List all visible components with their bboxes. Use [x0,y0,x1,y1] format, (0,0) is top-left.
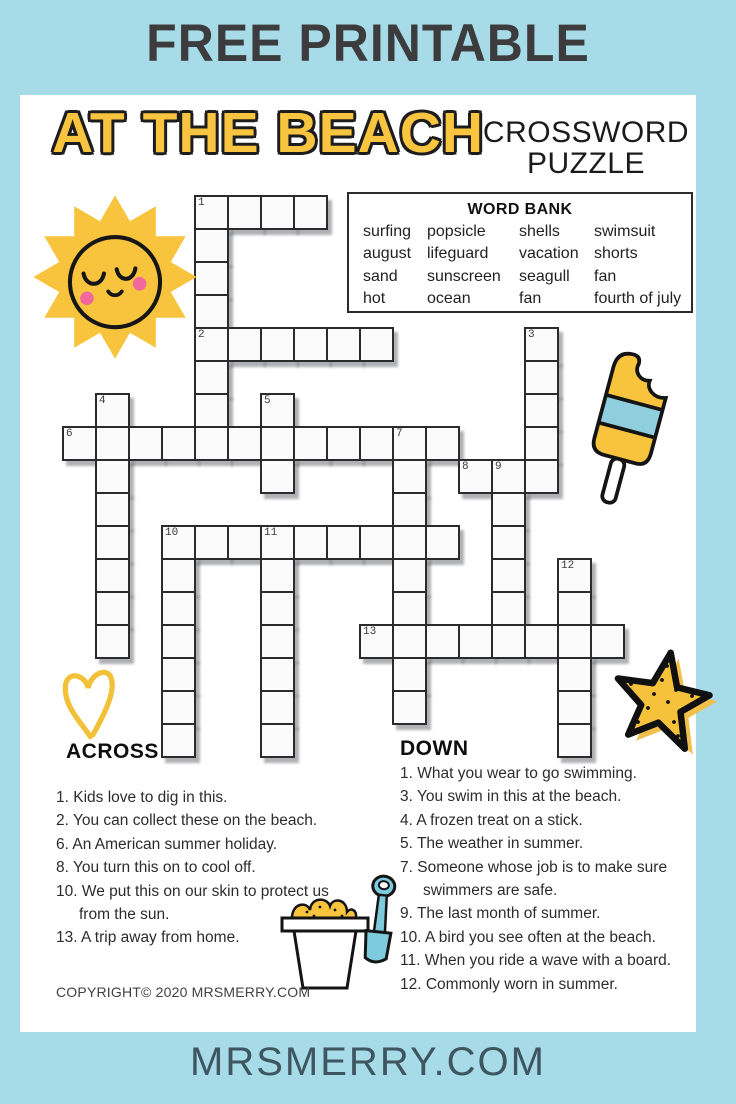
footer-site-text: MRSMERRY.COM [190,1040,546,1084]
grid-cell [95,624,130,659]
word-bank-word: hot [363,290,386,308]
word-bank-word: seagull [519,267,570,285]
grid-cell-number: 7 [396,428,403,440]
grid-cell-number: 8 [462,461,469,473]
grid-cell [194,525,229,560]
word-bank [347,192,693,313]
word-bank-columns [349,221,691,311]
grid-cell [260,558,295,593]
grid-cell [557,624,592,659]
word-bank-word: sunscreen [427,267,501,285]
worksheet-title: AT THE BEACH [52,101,485,165]
across-clue: 6. An American summer holiday. [56,835,278,853]
grid-cell [491,492,526,527]
grid-cell [293,525,328,560]
grid-cell [161,690,196,725]
grid-cell [260,690,295,725]
grid-cell [161,624,196,659]
down-clue-list [400,762,704,996]
grid-cell [491,624,526,659]
starfish-icon [604,644,728,768]
word-bank-column [519,221,594,311]
grid-cell [392,657,427,692]
grid-cell [524,426,559,461]
grid-cell-number: 13 [363,626,377,638]
across-heading: ACROSS [66,740,159,763]
grid-cell [557,591,592,626]
grid-cell-number: 9 [495,461,502,473]
grid-cell [491,558,526,593]
grid-cell [293,426,328,461]
down-clue: 7. Someone whose job is to make sure swimmers are safe. [400,858,668,900]
grid-cell [491,459,526,494]
grid-cell-number: 3 [528,329,535,341]
grid-cell [95,558,130,593]
grid-cell [161,591,196,626]
grid-cell [227,327,262,362]
grid-cell [524,459,559,494]
grid-cell [557,690,592,725]
grid-cell [260,327,295,362]
word-bank-word: surfing [363,223,412,240]
grid-cell [260,591,295,626]
grid-cell [326,525,361,560]
down-heading: DOWN [400,737,469,760]
grid-cell [194,426,229,461]
grid-cell [425,624,460,659]
grid-cell [392,492,427,527]
grid-cell [293,327,328,362]
grid-cell [227,525,262,560]
grid-cell [260,459,295,494]
grid-cell-number: 1 [198,197,205,209]
grid-cell-number: 11 [264,527,278,539]
word-bank-word: august [363,245,412,263]
grid-cell [392,690,427,725]
grid-cell [161,657,196,692]
grid-cell [62,426,97,461]
grid-cell [557,723,592,758]
down-clue: 11. When you ride a wave with a board. [400,952,672,970]
copyright-text: COPYRIGHT© 2020 MRSMERRY.COM [56,984,311,1000]
grid-cell [425,525,460,560]
grid-cell [359,624,394,659]
grid-cell [95,393,130,428]
heart-icon [55,662,133,748]
grid-cell [95,591,130,626]
sun-icon [30,192,200,362]
grid-cell [161,525,196,560]
grid-cell [260,723,295,758]
grid-cell [293,195,328,230]
word-bank-word: sand [363,267,398,285]
word-bank-column [594,221,681,311]
down-clue: 12. Commonly worn in summer. [400,975,618,993]
grid-cell [557,558,592,593]
grid-cell [95,525,130,560]
word-bank-word: swimsuit [594,223,656,240]
page-title: FREE PRINTABLE [146,13,590,73]
across-clue: 1. Kids love to dig in this. [56,789,228,806]
across-clue: 8. You turn this on to cool off. [56,859,256,877]
grid-cell [260,624,295,659]
grid-cell [194,393,229,428]
word-bank-word: shorts [594,245,638,263]
grid-cell [425,426,460,461]
grid-cell [491,525,526,560]
grid-cell [392,558,427,593]
grid-cell [95,492,130,527]
grid-cell [524,393,559,428]
across-clue: 13. A trip away from home. [56,929,240,947]
grid-cell [524,360,559,395]
grid-cell [326,327,361,362]
grid-cell [524,327,559,362]
down-clue: 10. A bird you see often at the beach. [400,928,656,946]
grid-cell [227,195,262,230]
grid-cell [557,657,592,692]
grid-cell [458,624,493,659]
grid-cell [392,624,427,659]
grid-cell [392,525,427,560]
grid-cell [161,558,196,593]
grid-cell-number: 10 [165,527,179,539]
word-bank-word: popsicle [427,223,486,240]
grid-cell [392,426,427,461]
word-bank-word: fourth of july [594,290,682,308]
word-bank-column [427,221,519,311]
subtitle-line-2: PUZZLE [526,147,646,180]
grid-cell [194,360,229,395]
grid-cell [491,591,526,626]
grid-cell-number: 5 [264,395,271,407]
down-clue: 5. The weather in summer. [400,835,584,853]
grid-cell [95,426,130,461]
word-bank-column [363,221,427,311]
word-bank-word: lifeguard [427,245,489,263]
grid-cell [524,624,559,659]
subtitle-line-1: CROSSWORD [482,116,690,149]
grid-cell [227,426,262,461]
grid-cell [260,426,295,461]
grid-cell-number: 6 [66,428,73,440]
word-bank-word: fan [519,290,542,308]
down-clue: 1. What you wear to go swimming. [400,765,637,782]
grid-cell [458,459,493,494]
grid-cell-number: 2 [198,329,205,341]
grid-cell [95,459,130,494]
grid-cell [161,426,196,461]
word-bank-word: vacation [519,245,579,263]
across-clue: 2. You can collect these on the beach. [56,812,318,830]
down-clue: 9. The last month of summer. [400,905,601,923]
grid-cell [326,426,361,461]
word-bank-word: ocean [427,290,471,308]
worksheet-subtitle [482,117,690,179]
word-bank-word: shells [519,223,560,240]
down-clue: 4. A frozen treat on a stick. [400,811,583,829]
grid-cell [359,327,394,362]
grid-cell [359,426,394,461]
word-bank-title: WORD BANK [467,201,573,218]
grid-cell [260,195,295,230]
grid-cell-number: 12 [561,560,575,572]
grid-cell [392,591,427,626]
grid-cell [260,525,295,560]
across-clue-list [56,786,352,950]
word-bank-word: fan [594,267,617,285]
grid-cell [161,723,196,758]
grid-cell [128,426,163,461]
grid-cell [260,657,295,692]
across-clue: 10. We put this on our skin to protect us from the sun. [56,882,329,924]
down-clue: 3. You swim in this at the beach. [400,788,622,806]
grid-cell [260,393,295,428]
grid-cell [359,525,394,560]
grid-cell-number: 4 [99,395,106,407]
grid-cell [392,459,427,494]
